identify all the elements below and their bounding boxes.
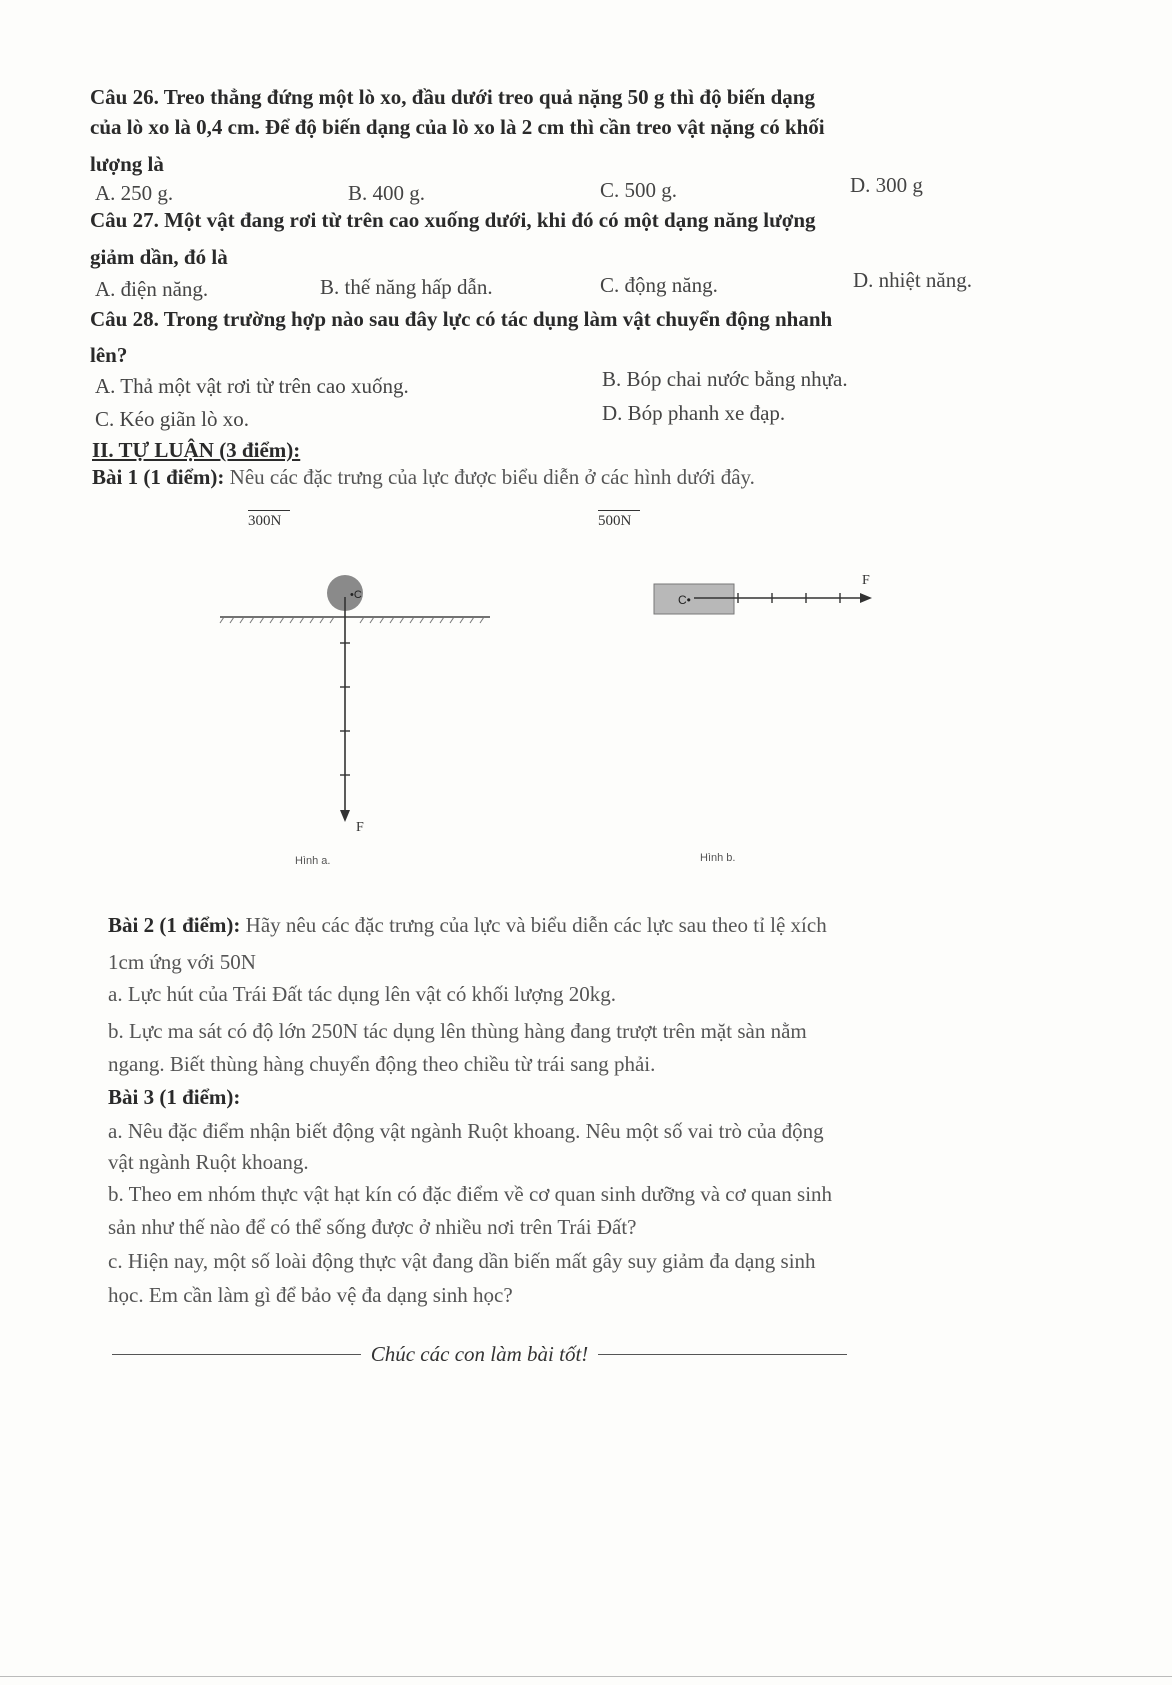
figure-a-arrowhead xyxy=(340,810,350,822)
bai3-label: Bài 3 (1 điểm): xyxy=(108,1085,241,1109)
q26-text-line3: lượng là xyxy=(90,152,164,176)
q26-text-line1: Câu 26. Treo thẳng đứng một lò xo, đầu dưới treo quả nặng 50 g thì độ biến dạng xyxy=(90,85,815,109)
closing-line xyxy=(112,1342,847,1367)
bai2-item-b-line2: ngang. Biết thùng hàng chuyển động theo chiều từ trái sang phải. xyxy=(108,1052,656,1076)
q28-option-a: A. Thả một vật rơi từ trên cao xuống. xyxy=(95,374,409,398)
figure-b-diagram xyxy=(650,562,890,622)
bai3-item-b-line2: sản như thế nào để có thể sống được ở nhiều nơi trên Trái Đất? xyxy=(108,1215,637,1239)
figure-a-object-label: •C xyxy=(350,589,362,601)
bai3-item-b-line1: b. Theo em nhóm thực vật hạt kín có đặc điểm về cơ quan sinh dưỡng và cơ quan sinh xyxy=(108,1182,833,1206)
figure-b-force-label: F xyxy=(862,573,870,588)
figure-b-scale xyxy=(598,510,640,530)
figure-a-ground-hatch xyxy=(220,617,484,623)
page-bottom-edge xyxy=(0,1676,1172,1677)
q28-text-line2: lên? xyxy=(90,343,128,367)
q26-option-b: B. 400 g. xyxy=(348,181,426,205)
figure-a-scale xyxy=(248,510,290,530)
figure-a-caption: Hình a. xyxy=(295,855,331,867)
q26-option-c: C. 500 g. xyxy=(600,178,678,202)
bai2-item-a: a. Lực hút của Trái Đất tác dụng lên vật có khối lượng 20kg. xyxy=(108,982,617,1006)
q26-option-a: A. 250 g. xyxy=(95,181,174,205)
figure-b-scale-label: 500N xyxy=(598,513,632,529)
closing-dash-right xyxy=(598,1354,847,1355)
bai3-item-a-line2: vật ngành Ruột khoang. xyxy=(108,1150,309,1174)
q27-option-d: D. nhiệt năng. xyxy=(853,268,972,292)
figure-b-object xyxy=(654,584,734,614)
figure-a-force-label: F xyxy=(356,820,364,835)
q28-text-line1: Câu 28. Trong trường hợp nào sau đây lực có tác dụng làm vật chuyển động nhanh xyxy=(90,307,833,331)
figure-b-caption: Hình b. xyxy=(700,852,736,864)
section-ii-heading: II. TỰ LUẬN (3 điểm): xyxy=(92,438,301,462)
q28-option-b: B. Bóp chai nước bằng nhựa. xyxy=(602,367,848,391)
q27-option-c: C. động năng. xyxy=(600,273,718,297)
q28-option-c: C. Kéo giãn lò xo. xyxy=(95,407,249,431)
bai1-text: Nêu các đặc trưng của lực được biểu diễn ở các hình dưới đây. xyxy=(224,465,755,489)
bai1-prompt xyxy=(92,464,755,490)
bai2-text: Hãy nêu các đặc trưng của lực và biểu diễn các lực sau theo tỉ lệ xích xyxy=(240,913,827,937)
figure-b-object-label: C• xyxy=(678,593,691,607)
figure-b-arrowhead xyxy=(860,593,872,603)
figure-a-diagram xyxy=(210,565,500,840)
bai2-line2: 1cm ứng với 50N xyxy=(108,950,256,974)
q27-text-line1: Câu 27. Một vật đang rơi từ trên cao xuống dưới, khi đó có một dạng năng lượng xyxy=(90,208,816,232)
bai3-item-c-line2: học. Em cần làm gì để bảo vệ đa dạng sinh học? xyxy=(108,1283,513,1307)
bai3-item-a-line1: a. Nêu đặc điểm nhận biết động vật ngành Ruột khoang. Nêu một số vai trò của động xyxy=(108,1119,824,1143)
q27-text-line2: giảm dần, đó là xyxy=(90,245,228,269)
bai1-label: Bài 1 (1 điểm): xyxy=(92,465,225,489)
q28-option-d: D. Bóp phanh xe đạp. xyxy=(602,401,786,425)
bai2-item-b-line1: b. Lực ma sát có độ lớn 250N tác dụng lên thùng hàng đang trượt trên mặt sàn nằm xyxy=(108,1019,807,1043)
bai3-item-c-line1: c. Hiện nay, một số loài động thực vật đang dần biến mất gây suy giảm đa dạng sinh xyxy=(108,1249,816,1273)
figure-a-scale-label: 300N xyxy=(248,513,282,529)
q27-option-a: A. điện năng. xyxy=(95,277,209,301)
closing-dash-left xyxy=(112,1354,361,1355)
bai2-line1 xyxy=(108,912,827,938)
closing-text: Chúc các con làm bài tốt! xyxy=(370,1342,589,1366)
q26-text-line2: của lò xo là 0,4 cm. Để độ biến dạng của lò xo là 2 cm thì cần treo vật nặng có khối xyxy=(90,115,825,139)
bai2-label: Bài 2 (1 điểm): xyxy=(108,913,241,937)
q27-option-b: B. thế năng hấp dẫn. xyxy=(320,275,493,299)
q26-option-d: D. 300 g xyxy=(850,173,923,197)
